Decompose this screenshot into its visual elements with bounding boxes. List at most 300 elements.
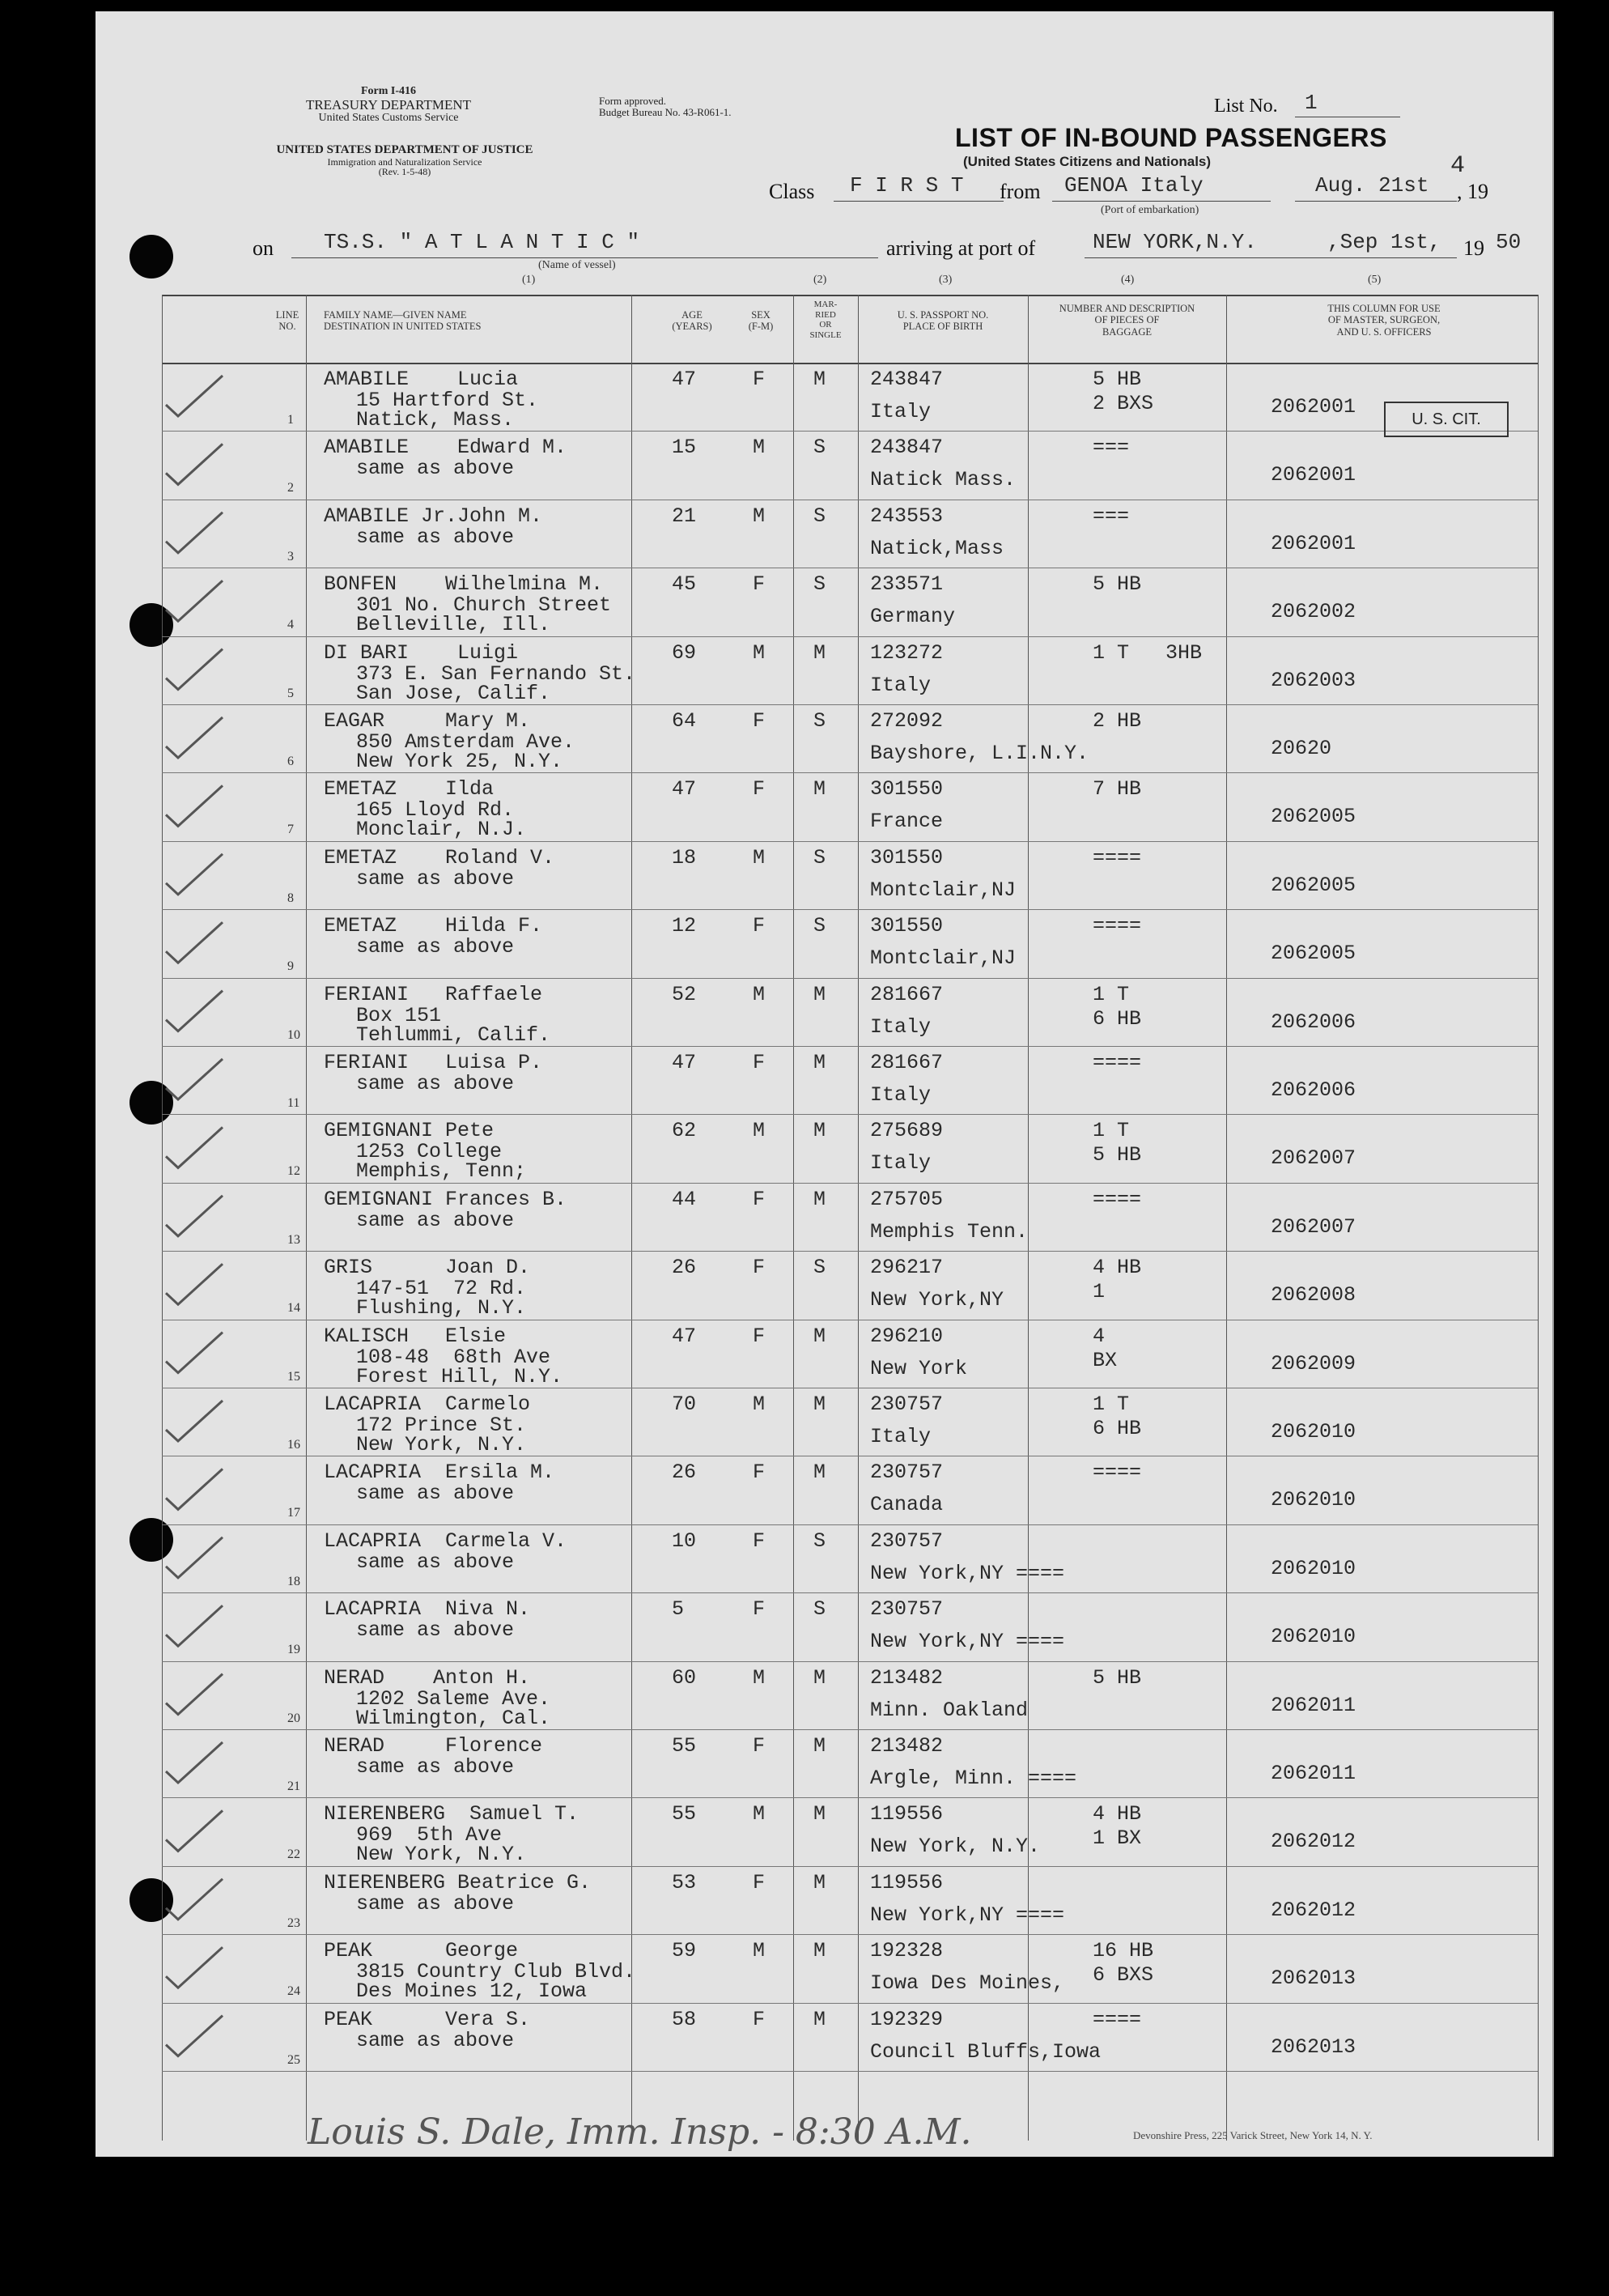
cell-addr2: Natick, Mass. xyxy=(356,408,515,432)
list-no-value: 1 xyxy=(1305,91,1318,115)
line-number: 24 xyxy=(287,1984,300,1999)
check-marks xyxy=(162,295,1538,2141)
cell-addr1: 1253 College xyxy=(356,1140,503,1164)
cell-birth: Minn. Oakland xyxy=(870,1698,1029,1722)
cell-birth: Iowa Des Moines, xyxy=(870,1971,1065,1996)
cell-birth: Italy xyxy=(870,1151,932,1176)
cell-birth: Canada xyxy=(870,1493,944,1517)
cell-sex: M xyxy=(753,640,766,665)
cell-code: 2062001 xyxy=(1271,531,1356,555)
col-num-1: (1) xyxy=(522,274,536,286)
col-header-sex: SEX (F-M) xyxy=(748,309,774,333)
cell-birth: Italy xyxy=(870,1014,932,1039)
cell-birth: Montclair,NJ xyxy=(870,878,1017,902)
line-number: 17 xyxy=(287,1506,300,1520)
page-number: 4 xyxy=(1450,152,1466,180)
col-header-married: MAR- RIED OR SINGLE xyxy=(809,300,842,340)
line-number: 11 xyxy=(287,1096,300,1110)
cell-age: 53 xyxy=(672,1870,697,1894)
col-header-passport: U. S. PASSPORT NO. PLACE OF BIRTH xyxy=(897,309,989,333)
check-mark xyxy=(166,1059,223,1099)
cell-bag1: 5 HB xyxy=(1093,1665,1142,1690)
inspector-signature: Louis S. Dale, Imm. Insp. - 8:30 A.M. xyxy=(308,2111,972,2153)
cell-bag1: ==== xyxy=(1093,2007,1142,2031)
cell-name: LACAPRIA Ersila M. xyxy=(324,1461,555,1485)
cell-bag1: 4 HB xyxy=(1093,1256,1142,1280)
cell-addr2: Wilmington, Cal. xyxy=(356,1706,551,1730)
cell-sex: F xyxy=(753,1597,766,1622)
cell-code: 2062001 xyxy=(1271,395,1356,419)
cell-code: 2062005 xyxy=(1271,942,1356,966)
cell-ms: S xyxy=(813,914,826,938)
cell-sex: M xyxy=(753,1939,766,1963)
check-mark xyxy=(166,1333,223,1373)
cell-age: 44 xyxy=(672,1187,697,1211)
cell-bag1: 1 T xyxy=(1093,982,1130,1006)
check-mark xyxy=(166,1127,223,1167)
cell-bag2: 5 HB xyxy=(1093,1143,1142,1167)
check-mark xyxy=(166,1264,223,1304)
cell-code: 2062011 xyxy=(1271,1693,1356,1717)
cell-name: AMABILE Edward M. xyxy=(324,436,567,460)
cell-bag1: 2 HB xyxy=(1093,709,1142,733)
arrival-date: ,Sep 1st, xyxy=(1327,230,1441,254)
cell-addr1: 165 Lloyd Rd. xyxy=(356,798,515,823)
line-number: 15 xyxy=(287,1369,300,1384)
cell-sex: F xyxy=(753,368,766,391)
cell-sex: F xyxy=(753,777,766,801)
check-mark xyxy=(166,1674,223,1715)
line-number: 13 xyxy=(287,1232,300,1247)
cell-ms: M xyxy=(813,1324,826,1348)
cell-sex: F xyxy=(753,1461,766,1485)
line-number: 9 xyxy=(287,959,294,974)
check-mark xyxy=(166,785,223,826)
check-mark xyxy=(166,1810,223,1851)
check-mark xyxy=(166,1605,223,1646)
cell-ms: M xyxy=(813,1461,826,1485)
cell-code: 2062007 xyxy=(1271,1214,1356,1239)
cell-age: 64 xyxy=(672,709,697,733)
cell-birth: New York, N.Y. xyxy=(870,1835,1041,1859)
cell-pass: 213482 xyxy=(870,1665,944,1690)
cell-age: 59 xyxy=(672,1939,697,1963)
cell-addr1: 108-48 68th Ave xyxy=(356,1345,551,1369)
cell-pass: 213482 xyxy=(870,1734,944,1758)
line-number: 14 xyxy=(287,1301,300,1316)
cell-sex: M xyxy=(753,1802,766,1826)
customs-name: United States Customs Service xyxy=(318,111,459,124)
line-number: 3 xyxy=(287,549,294,563)
col-header-officers: THIS COLUMN FOR USE OF MASTER, SURGEON, AND U. S. OFFICERS xyxy=(1327,303,1441,338)
cell-age: 55 xyxy=(672,1734,697,1758)
cell-bag1: 1 T xyxy=(1093,1119,1130,1143)
cell-name: NIERENBERG Beatrice G. xyxy=(324,1870,592,1894)
cell-bag1: 5 HB xyxy=(1093,368,1142,391)
vessel-line xyxy=(291,257,878,258)
cell-name: LACAPRIA Niva N. xyxy=(324,1597,531,1622)
cell-sex: M xyxy=(753,436,766,460)
cell-bag2: 1 BX xyxy=(1093,1826,1142,1851)
list-subtitle: (United States Citizens and Nationals) xyxy=(963,154,1212,169)
line-number: 5 xyxy=(287,686,294,700)
line-number: 23 xyxy=(287,1915,300,1930)
cell-ms: S xyxy=(813,845,826,870)
cell-age: 12 xyxy=(672,914,697,938)
cell-sex: M xyxy=(753,1392,766,1416)
line-number: 7 xyxy=(287,823,294,837)
cell-addr2: New York, N.Y. xyxy=(356,1433,527,1456)
cell-ms: S xyxy=(813,1256,826,1280)
from-label: from xyxy=(1000,180,1041,203)
cell-code: 2062006 xyxy=(1271,1010,1356,1034)
cell-pass: 243553 xyxy=(870,504,944,528)
cell-pass: 296210 xyxy=(870,1324,944,1348)
cell-sex: F xyxy=(753,2007,766,2031)
cell-bag2: 1 xyxy=(1093,1280,1106,1304)
cell-age: 10 xyxy=(672,1529,697,1553)
line-number: 18 xyxy=(287,1574,300,1588)
cell-birth: Council Bluffs,Iowa xyxy=(870,2039,1102,2064)
cell-bag1: 7 HB xyxy=(1093,777,1142,801)
arrival-year: 50 xyxy=(1496,230,1522,254)
cell-pass: 275689 xyxy=(870,1119,944,1143)
cell-pass: 301550 xyxy=(870,914,944,938)
line-number: 20 xyxy=(287,1711,300,1725)
cell-name: LACAPRIA Carmela V. xyxy=(324,1529,567,1553)
cell-bag2: 6 HB xyxy=(1093,1006,1142,1031)
cell-name: FERIANI Luisa P. xyxy=(324,1051,543,1074)
form-number: Form I-416 xyxy=(360,85,417,97)
cell-bag2: 6 HB xyxy=(1093,1417,1142,1440)
cell-ms: M xyxy=(813,2007,826,2031)
cell-age: 47 xyxy=(672,1051,697,1074)
line-number: 21 xyxy=(287,1779,300,1793)
cell-sex: F xyxy=(753,914,766,938)
cell-birth: Memphis Tenn. xyxy=(870,1219,1029,1244)
arrival-year-prefix: 19 xyxy=(1463,236,1484,260)
cell-addr2: Tehlummi, Calif. xyxy=(356,1023,551,1047)
cell-addr2: Flushing, N.Y. xyxy=(356,1296,527,1320)
check-mark xyxy=(166,376,223,416)
cell-addr1: same as above xyxy=(356,525,515,549)
cell-addr2: Memphis, Tenn; xyxy=(356,1159,527,1184)
cell-ms: M xyxy=(813,1802,826,1826)
cell-birth: New York xyxy=(870,1356,968,1380)
cell-ms: S xyxy=(813,709,826,733)
cell-addr1: same as above xyxy=(356,1482,515,1506)
cell-addr1: same as above xyxy=(356,1618,515,1643)
depart-line xyxy=(1295,201,1457,202)
cell-pass: 243847 xyxy=(870,436,944,460)
cell-pass: 233571 xyxy=(870,572,944,597)
cell-bag1: ==== xyxy=(1093,1187,1142,1211)
class-value: F I R S T xyxy=(850,173,964,198)
cell-name: NIERENBERG Samuel T. xyxy=(324,1802,579,1826)
cell-code: 2062003 xyxy=(1271,668,1356,692)
check-mark xyxy=(166,649,223,690)
cell-sex: M xyxy=(753,982,766,1006)
cell-ms: M xyxy=(813,777,826,801)
cell-addr1: Box 151 xyxy=(356,1003,442,1027)
cell-sex: F xyxy=(753,1256,766,1280)
cell-birth: Bayshore, L.I.N.Y. xyxy=(870,742,1089,765)
cell-name: EAGAR Mary M. xyxy=(324,709,531,733)
line-number: 8 xyxy=(287,891,294,905)
cell-bag1: 16 HB xyxy=(1093,1939,1154,1963)
cell-birth: New York,NY ==== xyxy=(870,1903,1065,1927)
cell-code: 2062013 xyxy=(1271,1966,1356,1991)
cell-age: 62 xyxy=(672,1119,697,1143)
cell-age: 47 xyxy=(672,368,697,391)
justice-dept: UNITED STATES DEPARTMENT OF JUSTICE xyxy=(276,143,533,156)
cell-name: GRIS Joan D. xyxy=(324,1256,531,1280)
form-header xyxy=(267,86,510,124)
cell-code: 2062008 xyxy=(1271,1283,1356,1307)
cell-ms: M xyxy=(813,1665,826,1690)
cell-addr1: same as above xyxy=(356,1072,515,1095)
cell-pass: 281667 xyxy=(870,1051,944,1074)
check-mark xyxy=(166,1879,223,1920)
cell-birth: France xyxy=(870,810,944,834)
check-mark xyxy=(166,2016,223,2056)
cell-pass: 281667 xyxy=(870,982,944,1006)
class-line xyxy=(834,201,1004,202)
cell-name: DI BARI Luigi xyxy=(324,640,519,665)
cell-name: AMABILE Jr.John M. xyxy=(324,504,543,528)
cell-addr1: same as above xyxy=(356,866,515,891)
cell-ms: M xyxy=(813,1870,826,1894)
cell-birth: New York,NY ==== xyxy=(870,1630,1065,1654)
us-citizen-stamp: U. S. CIT. xyxy=(1384,402,1509,437)
cell-ms: S xyxy=(813,436,826,460)
cell-addr1: 15 Hartford St. xyxy=(356,389,539,412)
cell-name: LACAPRIA Carmelo xyxy=(324,1392,531,1416)
form-approved: Form approved. xyxy=(599,95,667,107)
cell-birth: Italy xyxy=(870,673,932,697)
vessel-note: (Name of vessel) xyxy=(538,259,616,271)
cell-sex: M xyxy=(753,504,766,528)
cell-bag2: 6 BXS xyxy=(1093,1963,1154,1988)
cell-age: 52 xyxy=(672,982,697,1006)
cell-sex: M xyxy=(753,1665,766,1690)
col-header-name: FAMILY NAME—GIVEN NAME DESTINATION IN UNITED STATES xyxy=(324,309,482,333)
cell-addr2: Belleville, Ill. xyxy=(356,613,551,637)
cell-pass: 272092 xyxy=(870,709,944,733)
cell-birth: Natick,Mass xyxy=(870,536,1004,560)
cell-addr2: Des Moines 12, Iowa xyxy=(356,1979,588,2004)
cell-birth: Italy xyxy=(870,1083,932,1107)
cell-name: KALISCH Elsie xyxy=(324,1324,507,1348)
cell-ms: S xyxy=(813,572,826,597)
cell-addr2: New York 25, N.Y. xyxy=(356,750,563,773)
from-value: GENOA Italy xyxy=(1064,173,1204,198)
cell-addr1: 172 Prince St. xyxy=(356,1414,527,1437)
cell-addr2: Forest Hill, N.Y. xyxy=(356,1364,563,1388)
col-num-3: (3) xyxy=(939,274,953,286)
cell-addr1: 969 5th Ave xyxy=(356,1823,503,1847)
cell-name: EMETAZ Hilda F. xyxy=(324,914,543,938)
cell-ms: M xyxy=(813,640,826,665)
cell-code: 2062010 xyxy=(1271,1625,1356,1649)
cell-ms: M xyxy=(813,1392,826,1416)
col-num-5: (5) xyxy=(1368,274,1382,286)
embark-note: (Port of embarkation) xyxy=(1101,204,1199,216)
cell-bag1: 5 HB xyxy=(1093,572,1142,597)
cell-birth: Germany xyxy=(870,605,956,629)
cell-sex: F xyxy=(753,1187,766,1211)
cell-ms: M xyxy=(813,1119,826,1143)
cell-bag1: 4 xyxy=(1093,1324,1106,1348)
col-header-line: LINE NO. xyxy=(275,309,299,333)
cell-birth: Italy xyxy=(870,400,932,423)
check-mark xyxy=(166,580,223,621)
list-no-label: List No. xyxy=(1214,96,1278,117)
cell-age: 47 xyxy=(672,777,697,801)
cell-age: 70 xyxy=(672,1392,697,1416)
cell-addr1: 1202 Saleme Ave. xyxy=(356,1686,551,1711)
cell-addr1: same as above xyxy=(356,935,515,959)
cell-pass: 119556 xyxy=(870,1870,944,1894)
cell-addr1: 301 No. Church Street xyxy=(356,593,612,618)
line-number: 16 xyxy=(287,1438,300,1452)
cell-birth: Natick Mass. xyxy=(870,468,1017,492)
check-mark xyxy=(166,1947,223,1988)
line-number: 12 xyxy=(287,1164,300,1179)
line-number: 1 xyxy=(287,413,294,427)
cell-birth: Argle, Minn. ==== xyxy=(870,1767,1077,1790)
cell-code: 2062012 xyxy=(1271,1898,1356,1922)
check-mark xyxy=(166,717,223,758)
cell-age: 45 xyxy=(672,572,697,597)
cell-name: EMETAZ Ilda xyxy=(324,777,495,801)
on-label: on xyxy=(253,236,274,260)
line-number: 22 xyxy=(287,1847,300,1862)
cell-pass: 230757 xyxy=(870,1597,944,1622)
check-mark xyxy=(166,1742,223,1783)
cell-bag1: === xyxy=(1093,436,1130,460)
cell-name: NERAD Florence xyxy=(324,1734,543,1758)
cell-addr2: New York, N.Y. xyxy=(356,1843,527,1867)
vessel-name: TS.S. " A T L A N T I C " xyxy=(324,230,640,254)
cell-bag1: === xyxy=(1093,504,1130,528)
cell-addr2: Monclair, N.J. xyxy=(356,818,527,842)
cell-pass: 230757 xyxy=(870,1529,944,1553)
cell-pass: 301550 xyxy=(870,777,944,801)
check-mark xyxy=(166,1537,223,1578)
cell-birth: Italy xyxy=(870,1425,932,1448)
cell-addr1: 373 E. San Fernando St. xyxy=(356,661,636,686)
line-number: 4 xyxy=(287,618,294,632)
cell-code: 2062001 xyxy=(1271,463,1356,487)
cell-addr2: San Jose, Calif. xyxy=(356,681,551,705)
arrival-line xyxy=(1085,257,1457,258)
cell-name: BONFEN Wilhelmina M. xyxy=(324,572,604,597)
cell-pass: 230757 xyxy=(870,1461,944,1485)
cell-bag1: 1 T xyxy=(1093,1392,1130,1416)
cell-age: 58 xyxy=(672,2007,697,2031)
cell-bag1: ==== xyxy=(1093,845,1142,870)
cell-code: 2062010 xyxy=(1271,1420,1356,1444)
cell-addr1: 850 Amsterdam Ave. xyxy=(356,730,575,754)
cell-sex: F xyxy=(753,1870,766,1894)
dept-name: TREASURY DEPARTMENT xyxy=(305,96,472,113)
cell-code: 2062010 xyxy=(1271,1556,1356,1580)
cell-bag1: 1 T 3HB xyxy=(1093,640,1203,665)
cell-name: PEAK Vera S. xyxy=(324,2007,531,2031)
cell-sex: F xyxy=(753,572,766,597)
line-number: 19 xyxy=(287,1643,300,1657)
cell-age: 18 xyxy=(672,845,697,870)
cell-birth: New York,NY ==== xyxy=(870,1561,1065,1585)
cell-sex: F xyxy=(753,1051,766,1074)
check-mark xyxy=(166,1196,223,1236)
cell-age: 26 xyxy=(672,1256,697,1280)
passenger-table xyxy=(162,295,1538,2141)
cell-addr1: same as above xyxy=(356,1208,515,1232)
cell-sex: F xyxy=(753,1324,766,1348)
cell-addr1: same as above xyxy=(356,2028,515,2052)
check-mark xyxy=(166,1401,223,1441)
cell-code: 2062013 xyxy=(1271,2035,1356,2059)
line-number: 6 xyxy=(287,755,294,768)
printer-footer: Devonshire Press, 225 Varick Street, New York 14, N. Y. xyxy=(1133,2129,1373,2141)
cell-addr1: same as above xyxy=(356,457,515,481)
depart-date: Aug. 21st xyxy=(1315,173,1429,198)
justice-header xyxy=(235,144,575,177)
line-number: 10 xyxy=(287,1027,300,1042)
cell-ms: M xyxy=(813,368,826,391)
cell-code: 2062012 xyxy=(1271,1830,1356,1854)
cell-code: 20620 xyxy=(1271,737,1332,760)
cell-bag1: ==== xyxy=(1093,1051,1142,1074)
cell-code: 2062002 xyxy=(1271,600,1356,624)
cell-name: PEAK George xyxy=(324,1939,519,1963)
cell-sex: F xyxy=(753,1529,766,1553)
approval-block xyxy=(599,96,809,117)
cell-birth: New York,NY xyxy=(870,1288,1004,1312)
cell-addr1: same as above xyxy=(356,1891,515,1915)
revision-note: (Rev. 1-5-48) xyxy=(378,166,431,178)
cell-addr1: 147-51 72 Rd. xyxy=(356,1277,527,1301)
punch-hole xyxy=(129,235,173,278)
cell-name: AMABILE Lucia xyxy=(324,368,519,391)
cell-ms: M xyxy=(813,982,826,1006)
cell-code: 2062009 xyxy=(1271,1351,1356,1375)
cell-code: 2062011 xyxy=(1271,1762,1356,1785)
cell-age: 5 xyxy=(672,1597,685,1622)
cell-ms: M xyxy=(813,1734,826,1758)
check-mark xyxy=(166,991,223,1031)
check-mark xyxy=(166,444,223,484)
cell-bag2: BX xyxy=(1093,1348,1118,1372)
cell-name: EMETAZ Roland V. xyxy=(324,845,555,870)
col-header-age: AGE (YEARS) xyxy=(672,309,712,333)
cell-bag2: 2 BXS xyxy=(1093,392,1154,415)
cell-name: GEMIGNANI Pete xyxy=(324,1119,495,1143)
cell-sex: F xyxy=(753,709,766,733)
arrival-port: NEW YORK,N.Y. xyxy=(1093,230,1257,254)
ins-name: Immigration and Naturalization Service xyxy=(327,155,482,168)
budget-bureau: Budget Bureau No. 43-R061-1. xyxy=(599,105,732,118)
cell-bag1: 4 HB xyxy=(1093,1802,1142,1826)
cell-ms: M xyxy=(813,1187,826,1211)
check-mark xyxy=(166,854,223,895)
check-mark xyxy=(166,922,223,963)
class-label: Class xyxy=(769,180,815,203)
cell-pass: 296217 xyxy=(870,1256,944,1280)
list-title: LIST OF IN-BOUND PASSENGERS xyxy=(955,123,1387,152)
